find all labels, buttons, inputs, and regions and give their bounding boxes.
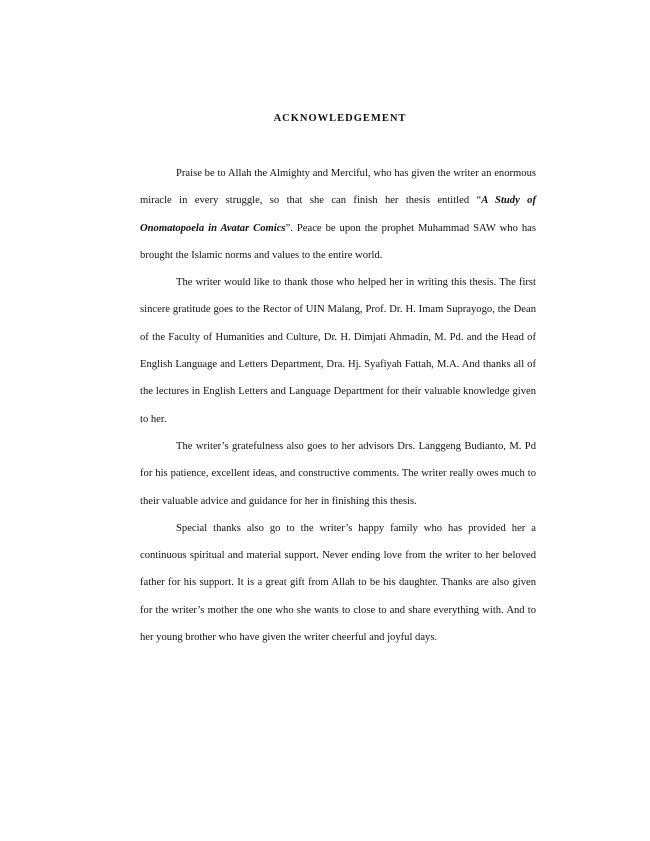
acknowledgement-body bbox=[140, 160, 536, 651]
paragraph-praise-intro: Praise be to Allah the Almighty and Merciful, who has given the writer an enormous miracle in every struggle, so that she can finish her thesis entitled “ bbox=[140, 168, 536, 207]
paragraph-advisors: The writer’s gratefulness also goes to her advisors Drs. Langgeng Budianto, M. Pd for his patience, excellent ideas, and constructive comments. The writer really owes much to their valuable advice and guidance for her in finishing this thesis. bbox=[140, 440, 536, 507]
paragraph-praise-outro: ”. Peace be upon the prophet Muhammad SAW who has brought the Islamic norms and values to the entire world. bbox=[140, 222, 536, 261]
page-title: ACKNOWLEDGEMENT bbox=[273, 113, 407, 124]
paragraph-gratitude: The writer would like to thank those who helped her in writing this thesis. The first sincere gratitude goes to the Rector of UIN Malang, Prof. Dr. H. Imam Suprayogo, the Dean of the Faculty of Humanities and Culture, Dr. H. Dimjati Ahmadin, M. Pd. and the Head of English Language and Letters Department, Dra. Hj. Syafiyah Fattah, M.A. And thanks all of the lectures in English Letters and Language Department for their valuable knowledge given to her. bbox=[140, 277, 536, 425]
thesis-title: A Study of Onomatopoela in Avatar Comics bbox=[140, 195, 536, 234]
paragraph-praise bbox=[140, 160, 536, 269]
paragraph-family: Special thanks also go to the writer’s happy family who has provided her a continuous spiritual and material support. Never ending love from the writer to her beloved father for his support. It is a great gift from Allah to be his daughter. Thanks are also given for the writer’s mother the one who she wants to close to and share everything with. And to her young brother who have given the writer cheerful and joyful days. bbox=[140, 522, 536, 644]
